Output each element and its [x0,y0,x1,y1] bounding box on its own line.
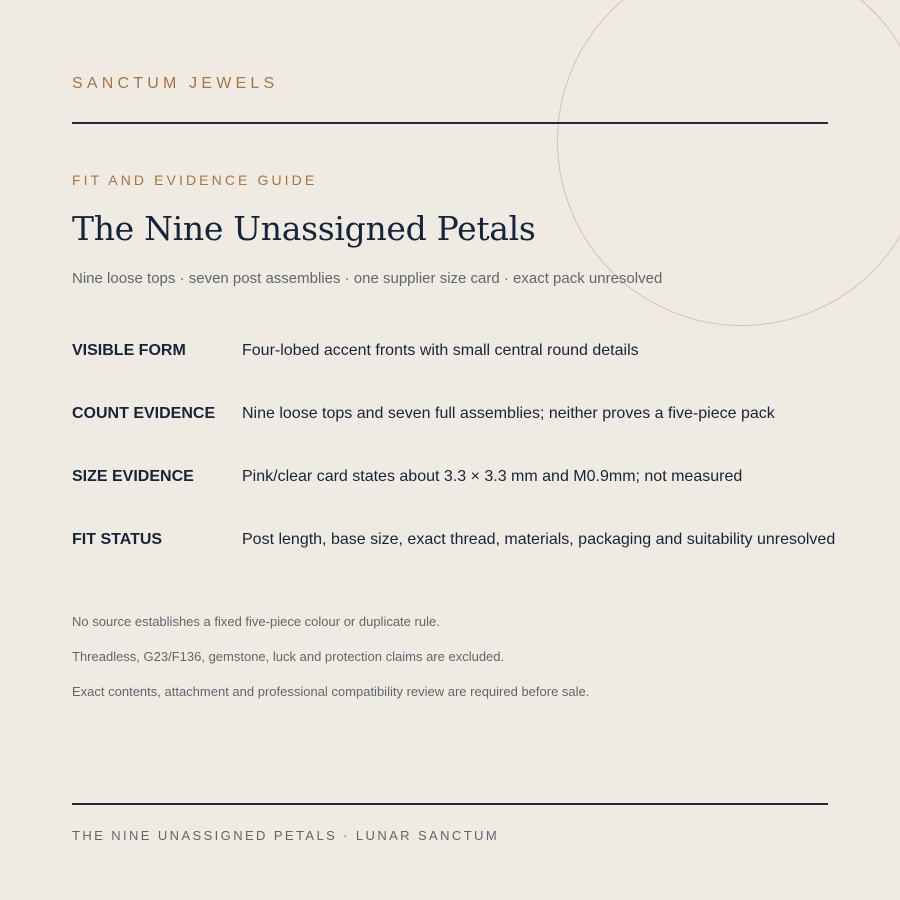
spec-label: FIT STATUS [72,531,163,548]
spec-value: Pink/clear card states about 3.3 × 3.3 mm and M0.9mm; not measured [242,468,743,485]
note-review-required: Exact contents, attachment and professional compatibility review are required before sale. [72,684,590,699]
spec-value: Nine loose tops and seven full assemblies; neither proves a five-piece pack [242,405,775,422]
header-divider [72,122,828,124]
spec-row-fit-status [72,531,872,555]
page-subtitle: Nine loose tops · seven post assemblies · one supplier size card · exact pack unresolved [72,270,663,287]
footer-divider [72,803,828,805]
note-excluded-claims: Threadless, G23/F136, gemstone, luck and protection claims are excluded. [72,649,505,664]
spec-label: SIZE EVIDENCE [72,468,194,485]
spec-row-count-evidence [72,405,872,429]
footer-text: THE NINE UNASSIGNED PETALS · LUNAR SANCTUM [72,828,500,843]
brand-name: SANCTUM JEWELS [72,75,279,92]
spec-value: Post length, base size, exact thread, materials, packaging and suitability unresolved [242,531,836,548]
spec-row-visible-form [72,342,872,366]
spec-label: VISIBLE FORM [72,342,186,359]
section-label: FIT AND EVIDENCE GUIDE [72,172,318,188]
note-duplicate-rule: No source establishes a fixed five-piece colour or duplicate rule. [72,614,440,629]
page-title: The Nine Unassigned Petals [72,209,536,248]
spec-row-size-evidence [72,468,872,492]
spec-value: Four-lobed accent fronts with small central round details [242,342,639,359]
spec-label: COUNT EVIDENCE [72,405,216,422]
